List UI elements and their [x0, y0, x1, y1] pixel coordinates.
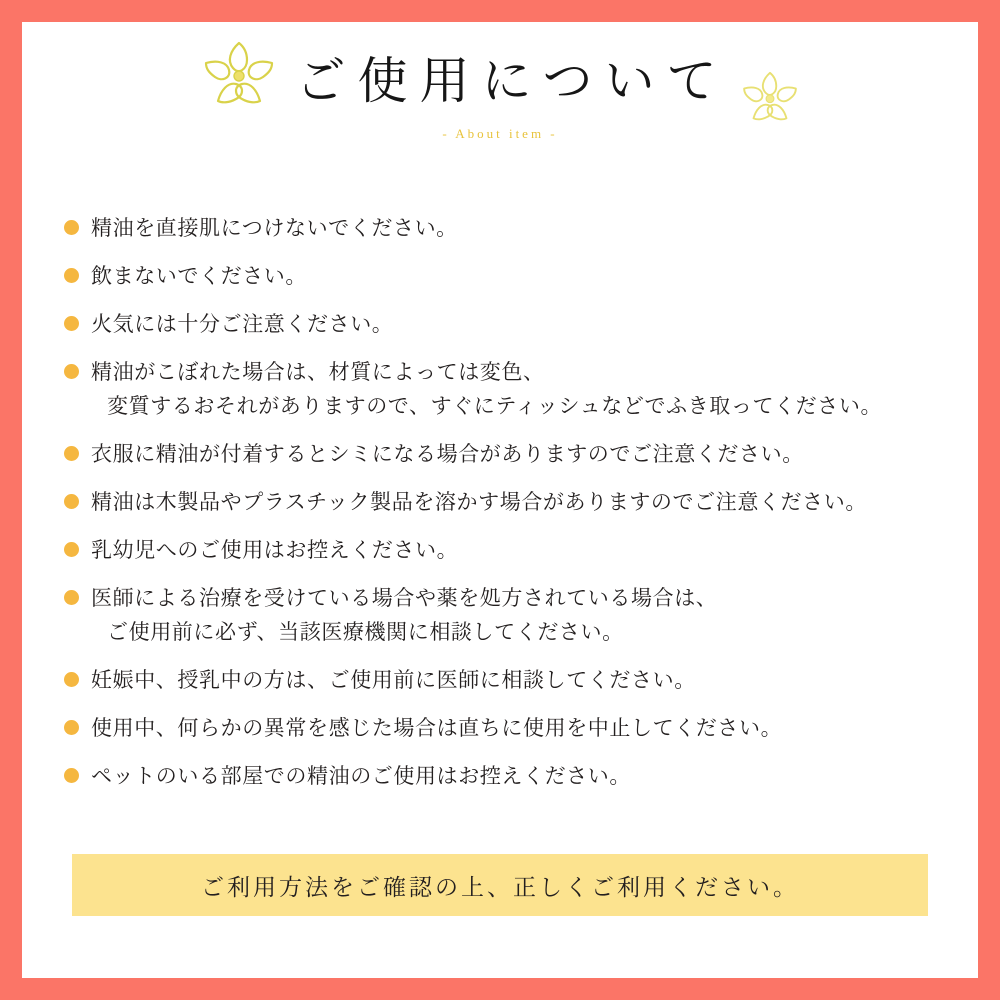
list-item-line: 精油は木製品やプラスチック製品を溶かす場合がありますのでご注意ください。: [91, 491, 867, 515]
bullet-icon: [64, 268, 79, 283]
list-item: [64, 356, 948, 424]
bullet-icon: [64, 672, 79, 687]
list-item-line: ペットのいる部屋での精油のご使用はお控えください。: [91, 765, 631, 789]
list-item-text: [91, 534, 458, 568]
list-item: [64, 260, 948, 294]
document-page: [22, 22, 978, 978]
list-item-line: 精油がこぼれた場合は、材質によっては変色、: [91, 361, 545, 385]
notice-list: [22, 212, 978, 794]
bullet-icon: [64, 316, 79, 331]
list-item: [64, 486, 948, 520]
list-item-text: [91, 664, 696, 698]
list-item-text: [91, 760, 631, 794]
footer-banner: [72, 854, 928, 916]
flower-icon: [200, 33, 278, 107]
list-item-line: 医師による治療を受けている場合や薬を処方されている場合は、: [91, 587, 718, 611]
list-item-line: 精油を直接肌につけないでください。: [91, 217, 458, 240]
list-item: [64, 664, 948, 698]
list-item-line: 使用中、何らかの異常を感じた場合は直ちに使用を中止してください。: [91, 717, 783, 741]
list-item-text: [91, 308, 393, 342]
bullet-icon: [64, 542, 79, 557]
bullet-icon: [64, 446, 79, 461]
list-item-line: 衣服に精油が付着するとシミになる場合がありますのでご注意ください。: [91, 443, 804, 467]
bullet-icon: [64, 768, 79, 783]
list-item: [64, 534, 948, 568]
list-item-line: 飲まないでください。: [91, 265, 307, 289]
page-subtitle: - About item -: [442, 126, 558, 141]
list-item-line: 変質するおそれがありますので、すぐにティッシュなどでふき取ってください。: [107, 395, 883, 419]
list-item-text: [91, 438, 804, 472]
bullet-icon: [64, 590, 79, 605]
bullet-icon: [64, 720, 79, 735]
list-item: [64, 438, 948, 472]
list-item-line: 乳幼児へのご使用はお控えください。: [91, 539, 459, 563]
bullet-icon: [64, 220, 79, 235]
list-item-text: [91, 486, 867, 520]
flower-icon: [739, 65, 801, 123]
list-item-text: [91, 212, 458, 246]
list-item: [64, 582, 948, 650]
list-item-text: [91, 356, 882, 424]
list-item-text: [91, 582, 717, 650]
list-item: [64, 760, 948, 794]
list-item-text: [91, 260, 307, 294]
list-item: [64, 212, 948, 246]
footer-banner-text: ご利用方法をご確認の上、正しくご利用ください。: [201, 873, 799, 900]
page-title: ご使用について: [295, 53, 729, 109]
list-item-text: [91, 712, 782, 746]
list-item: [64, 308, 948, 342]
list-item-line: 火気には十分ご注意ください。: [91, 313, 394, 337]
page-header: [22, 22, 978, 172]
list-item-line: ご使用前に必ず、当該医療機関に相談してください。: [107, 621, 624, 645]
list-item: [64, 712, 948, 746]
bullet-icon: [64, 494, 79, 509]
title-row: [22, 22, 978, 132]
bullet-icon: [64, 364, 79, 379]
list-item-line: 妊娠中、授乳中の方は、ご使用前に医師に相談してください。: [91, 669, 696, 693]
footer-banner-wrap: [22, 854, 978, 916]
